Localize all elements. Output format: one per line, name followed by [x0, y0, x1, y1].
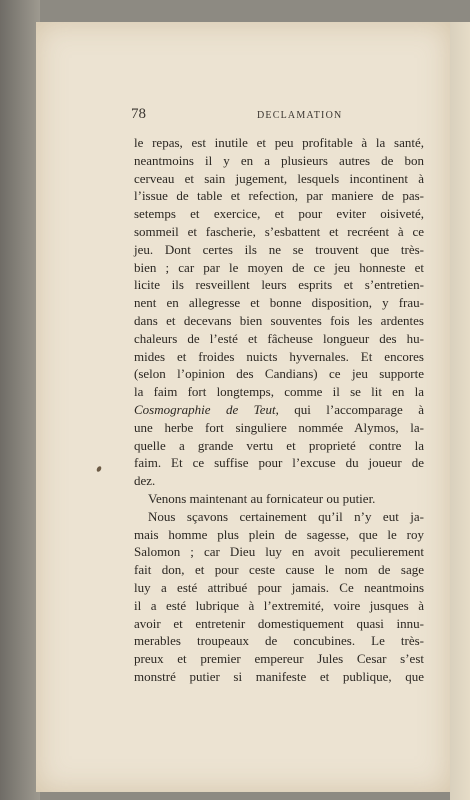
page-header — [131, 106, 431, 126]
text-line: mides et froides nuicts hyvernales. Et encores — [134, 348, 424, 364]
text-line: l’issue de table et refection, par maniere de pas- — [134, 188, 424, 204]
text-line: Nous sçavons certainement qu’il n’y eut ja- — [148, 508, 424, 524]
text-line: preux et premier empereur Jules Cesar s’est — [134, 651, 424, 667]
text-line: setemps et exercice, et pour eviter oisiveté, — [134, 206, 424, 222]
text-line: Venons maintenant au fornicateur ou putier. — [148, 490, 376, 506]
text-line: cerveau et sain jugement, lesquels incontinent à — [134, 170, 424, 186]
text-line: jeu. Dont certes ils ne se trouvent que très- — [134, 241, 424, 257]
text-line: nent en allegresse et bonne disposition, y frau- — [134, 295, 424, 311]
running-title: DECLAMATION — [257, 110, 343, 121]
text-line: chaleurs de l’esté et fâcheuse longueur des hu- — [134, 330, 424, 346]
text-line: la faim fort longtemps, comme il se lit en la — [134, 384, 424, 400]
text-line: merables troupeaux de concubines. Le très- — [134, 633, 424, 649]
text-line: quelle a grande vertu et proprieté contre la — [134, 437, 424, 453]
text-line: avoir et entretenir domestiquement quasi innu- — [134, 615, 424, 631]
body-text — [134, 134, 424, 686]
page-number: 78 — [131, 106, 146, 122]
text-line: une herbe fort singuliere nommée Alymos, la- — [134, 419, 424, 435]
book-gutter-shadow — [0, 0, 40, 800]
text-line: neantmoins il y en a plusieurs autres de bon — [134, 152, 424, 168]
text-line: le repas, est inutile et peu profitable à la santé, — [134, 135, 424, 150]
text-line: monstré putier si manifeste et publique, que — [134, 668, 424, 684]
text-line: licite ils resveillent leurs esprits et s’entretien- — [134, 277, 424, 293]
text-line: faim. Et ce suffise pour l’excuse du joueur de — [134, 455, 424, 471]
italic-title: Cosmographie de Teut — [134, 401, 276, 417]
text-line: Salomon ; car Dieu luy en avoit peculierement — [134, 544, 424, 560]
text-line: luy a esté attribué pour jamais. Ce neantmoins — [134, 579, 424, 595]
text-line: fait don, et pour ceste cause le nom de sage — [134, 562, 424, 578]
text-line: dans et decevans bien souventes fois les ardentes — [134, 312, 424, 328]
text-fragment: , qui l’accomparage à — [275, 401, 424, 417]
text-line: mais homme plus plein de sagesse, que le roy — [134, 526, 424, 542]
next-page-edge — [450, 22, 470, 800]
text-line-with-italic — [134, 401, 424, 419]
text-line: bien ; car par le moyen de ce jeu honneste et — [134, 259, 424, 275]
text-line: dez. — [134, 473, 156, 489]
text-line: (selon l’opinion des Candians) ce jeu supporte — [134, 366, 424, 382]
text-line: il a esté lubrique à l’extremité, voire jusques à — [134, 597, 424, 613]
text-line: sommeil et fascherie, s’esbattent et recréent à ce — [134, 223, 424, 239]
